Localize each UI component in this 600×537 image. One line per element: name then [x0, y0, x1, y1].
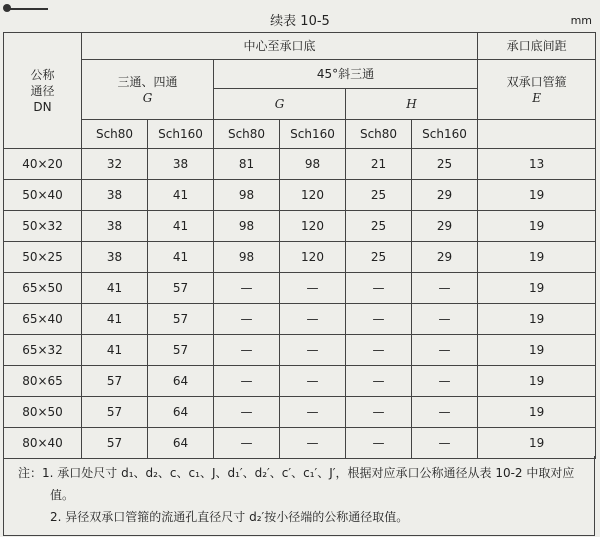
cell-value: 25	[346, 211, 412, 242]
cell-dn: 65×32	[4, 335, 82, 366]
header-dn-line2: 通径	[30, 83, 55, 98]
table-row	[4, 397, 596, 428]
header-sch: Sch160	[280, 120, 346, 149]
cell-value: 21	[346, 149, 412, 180]
cell-value: —	[346, 335, 412, 366]
header-coupling-blank	[478, 120, 596, 149]
table-row	[4, 304, 596, 335]
cell-value: 98	[214, 180, 280, 211]
cell-value: 120	[280, 180, 346, 211]
header-coupling	[478, 60, 596, 120]
cell-value: 19	[478, 273, 596, 304]
cell-value: 120	[280, 242, 346, 273]
table-notes	[3, 456, 595, 536]
cell-value: 64	[148, 428, 214, 459]
cell-value: 38	[82, 211, 148, 242]
cell-value: —	[412, 428, 478, 459]
table-row	[4, 273, 596, 304]
cell-value: 29	[412, 211, 478, 242]
table-row	[4, 428, 596, 459]
cell-value: —	[412, 397, 478, 428]
cell-value: —	[412, 335, 478, 366]
cell-value: 41	[148, 242, 214, 273]
cell-value: —	[412, 273, 478, 304]
header-sch: Sch160	[148, 120, 214, 149]
cell-value: 29	[412, 242, 478, 273]
cell-dn: 50×25	[4, 242, 82, 273]
table-caption: 续表 10-5	[270, 14, 330, 29]
cell-dn: 65×50	[4, 273, 82, 304]
cell-dn: 50×32	[4, 211, 82, 242]
cell-value: —	[346, 304, 412, 335]
cell-value: 19	[478, 335, 596, 366]
table-row	[4, 149, 596, 180]
cell-value: 57	[82, 428, 148, 459]
cell-value: 38	[82, 242, 148, 273]
cell-value: 98	[280, 149, 346, 180]
cell-value: —	[214, 304, 280, 335]
header-socket-spacing: 承口底间距	[478, 33, 596, 60]
cell-dn: 80×65	[4, 366, 82, 397]
cell-value: —	[214, 335, 280, 366]
header-sch: Sch80	[214, 120, 280, 149]
table-row	[4, 211, 596, 242]
cell-value: 25	[346, 180, 412, 211]
cell-value: —	[280, 273, 346, 304]
header-tee-cross	[82, 60, 214, 120]
cell-value: 25	[412, 149, 478, 180]
header-coupling-symbol: E	[532, 90, 541, 105]
header-tee-cross-symbol: G	[142, 90, 153, 105]
header-tee-cross-label: 三通、四通	[117, 74, 178, 89]
cell-value: 25	[346, 242, 412, 273]
cell-value: —	[214, 397, 280, 428]
cell-value: —	[280, 428, 346, 459]
cell-value: —	[346, 366, 412, 397]
cell-value: 81	[214, 149, 280, 180]
cell-value: 29	[412, 180, 478, 211]
header-coupling-label: 双承口管箍	[506, 74, 567, 89]
header-lateral-45: 45°斜三通	[214, 60, 478, 89]
table-row	[4, 242, 596, 273]
header-sch: Sch80	[346, 120, 412, 149]
note-1-continued: 值。	[50, 488, 75, 502]
table-body	[4, 149, 596, 459]
cell-value: 19	[478, 180, 596, 211]
unit-label: mm	[570, 14, 592, 27]
cell-value: —	[280, 366, 346, 397]
table-row	[4, 366, 596, 397]
cell-dn: 40×20	[4, 149, 82, 180]
table-row	[4, 180, 596, 211]
dimension-table	[3, 32, 596, 459]
cell-value: 120	[280, 211, 346, 242]
cell-value: 57	[148, 304, 214, 335]
cell-dn: 80×40	[4, 428, 82, 459]
cell-value: 64	[148, 397, 214, 428]
cell-value: 57	[82, 366, 148, 397]
note-2: 2. 异径双承口管箍的流通孔直径尺寸 d₂′按小径端的公称通径取值。	[50, 510, 409, 524]
cell-value: —	[280, 335, 346, 366]
cell-value: —	[412, 366, 478, 397]
cell-value: —	[214, 366, 280, 397]
header-dn	[4, 33, 82, 149]
header-dn-line1: 公称	[30, 67, 55, 82]
cell-value: 57	[148, 335, 214, 366]
cell-value: —	[346, 397, 412, 428]
cell-value: 41	[148, 211, 214, 242]
cell-value: —	[280, 304, 346, 335]
cell-value: —	[214, 273, 280, 304]
header-lateral-g: G	[214, 89, 346, 120]
note-1: 注：1. 承口处尺寸 d₁、d₂、c、c₁、J、d₁′、d₂′、c′、c₁′、J′，根据对应承口公称通径从表 10-2 中取对应	[18, 466, 575, 480]
cell-value: 19	[478, 242, 596, 273]
cell-value: —	[412, 304, 478, 335]
header-sch: Sch80	[82, 120, 148, 149]
cell-value: 13	[478, 149, 596, 180]
cell-value: 57	[148, 273, 214, 304]
cell-value: 57	[82, 397, 148, 428]
cell-value: 41	[148, 180, 214, 211]
cell-value: 19	[478, 397, 596, 428]
table-row	[4, 335, 596, 366]
header-center-to-socket: 中心至承口底	[82, 33, 478, 60]
header-dn-line3: DN	[33, 99, 52, 114]
cell-value: —	[346, 428, 412, 459]
cell-dn: 50×40	[4, 180, 82, 211]
cell-value: 41	[82, 335, 148, 366]
cell-value: 19	[478, 428, 596, 459]
cell-value: —	[280, 397, 346, 428]
header-lateral-h: H	[346, 89, 478, 120]
cell-value: 19	[478, 304, 596, 335]
cell-value: 98	[214, 211, 280, 242]
cell-value: 32	[82, 149, 148, 180]
cell-value: 64	[148, 366, 214, 397]
cell-value: 41	[82, 304, 148, 335]
cell-value: 38	[148, 149, 214, 180]
cell-dn: 80×50	[4, 397, 82, 428]
cell-value: 98	[214, 242, 280, 273]
cell-value: 19	[478, 366, 596, 397]
cell-value: 19	[478, 211, 596, 242]
cell-value: —	[214, 428, 280, 459]
cell-value: 41	[82, 273, 148, 304]
cell-dn: 65×40	[4, 304, 82, 335]
header-sch: Sch160	[412, 120, 478, 149]
cell-value: —	[346, 273, 412, 304]
cell-value: 38	[82, 180, 148, 211]
